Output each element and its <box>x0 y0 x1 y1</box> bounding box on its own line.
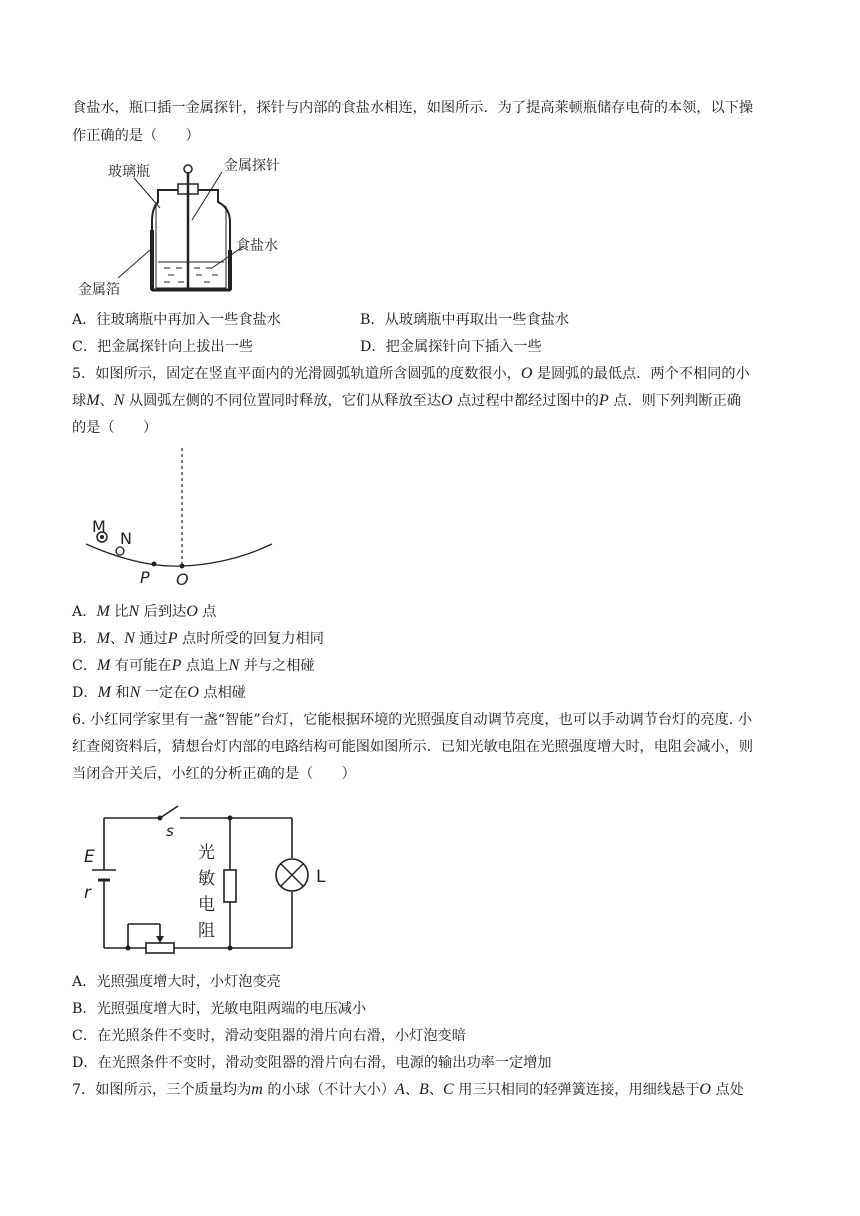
arc-track-figure <box>80 446 280 591</box>
label-E: E <box>84 847 95 867</box>
q5-option-c: C．M 有可能在P 点追上N 并与之相碰 <box>72 657 315 674</box>
q6-option-b: B．光照强度增大时，光敏电阻两端的电压减小 <box>72 1001 367 1017</box>
label-M: M <box>92 517 106 536</box>
label-r: r <box>84 883 91 903</box>
q6-option-c: C．在光照条件不变时，滑动变阻器的滑片向右滑，小灯泡变暗 <box>72 1028 466 1044</box>
label-P: P <box>140 568 150 587</box>
label-photo-3: 电 <box>198 895 215 915</box>
q4-stem-line1: 食盐水，瓶口插一金属探针，探针与内部的食盐水相连，如图所示．为了提高莱顿瓶储存电荷的本领，以下操 <box>72 100 754 116</box>
q6-option-a: A．光照强度增大时，小灯泡变亮 <box>72 974 281 990</box>
q5-stem-line3: 的是（ ） <box>72 420 158 436</box>
label-s: s <box>166 822 174 840</box>
label-photo-4: 阻 <box>198 921 215 941</box>
q5-stem-line1: 5．如图所示，固定在竖直平面内的光滑圆弧轨道所含圆弧的度数很小，O 是圆弧的最低点．两个不相同的小 <box>72 365 750 382</box>
q4-option-b: B．从玻璃瓶中再取出一些食盐水 <box>360 312 570 328</box>
q4-option-a: A．往玻璃瓶中再加入一些食盐水 <box>72 312 281 328</box>
label-metal-probe: 金属探针 <box>224 158 280 174</box>
q5-option-b: B．M、N 通过P 点时所受的回复力相同 <box>72 630 324 647</box>
label-metal-foil: 金属箔 <box>78 282 120 298</box>
label-photo-1: 光 <box>198 843 215 863</box>
circuit-figure <box>80 800 340 960</box>
label-N: N <box>120 529 132 548</box>
q4-option-d: D．把金属探针向下插入一些 <box>360 339 542 355</box>
q6-stem-line2: 红查阅资料后，猜想台灯内部的电路结构可能图如图所示．已知光敏电阻在光照强度增大时，电阻会减小，则 <box>72 739 754 755</box>
leyden-jar-figure <box>72 150 302 300</box>
q6-stem-line1: 6. 小红同学家里有一盏“智能”台灯，它能根据环境的光照强度自动调节亮度，也可以手动调节台灯的亮度. 小 <box>72 712 753 728</box>
q6-option-d: D．在光照条件不变时，滑动变阻器的滑片向右滑，电源的输出功率一定增加 <box>72 1055 552 1071</box>
q7-stem-line1: 7．如图所示，三个质量均为m 的小球（不计大小）A、B、C 用三只相同的轻弹簧连接，用细线悬于O 点处 <box>72 1081 744 1098</box>
label-O: O <box>176 570 189 589</box>
label-glass-bottle: 玻璃瓶 <box>108 164 150 180</box>
q4-stem-line2: 作正确的是（ ） <box>72 128 200 144</box>
label-photo-2: 敏 <box>198 869 215 889</box>
label-L: L <box>316 867 326 887</box>
q5-option-d: D．M 和N 一定在O 点相碰 <box>72 684 246 701</box>
q4-option-c: C．把金属探针向上拔出一些 <box>72 339 254 355</box>
label-salt-water: 食盐水 <box>236 238 278 254</box>
q5-option-a: A．M 比N 后到达O 点 <box>72 603 217 620</box>
q5-stem-line2: 球M、N 从圆弧左侧的不同位置同时释放，它们从释放至达O 点过程中都经过图中的P 点．则下列判断正确 <box>72 392 741 409</box>
q6-stem-line3: 当闭合开关后，小红的分析正确的是（ ） <box>72 766 356 782</box>
